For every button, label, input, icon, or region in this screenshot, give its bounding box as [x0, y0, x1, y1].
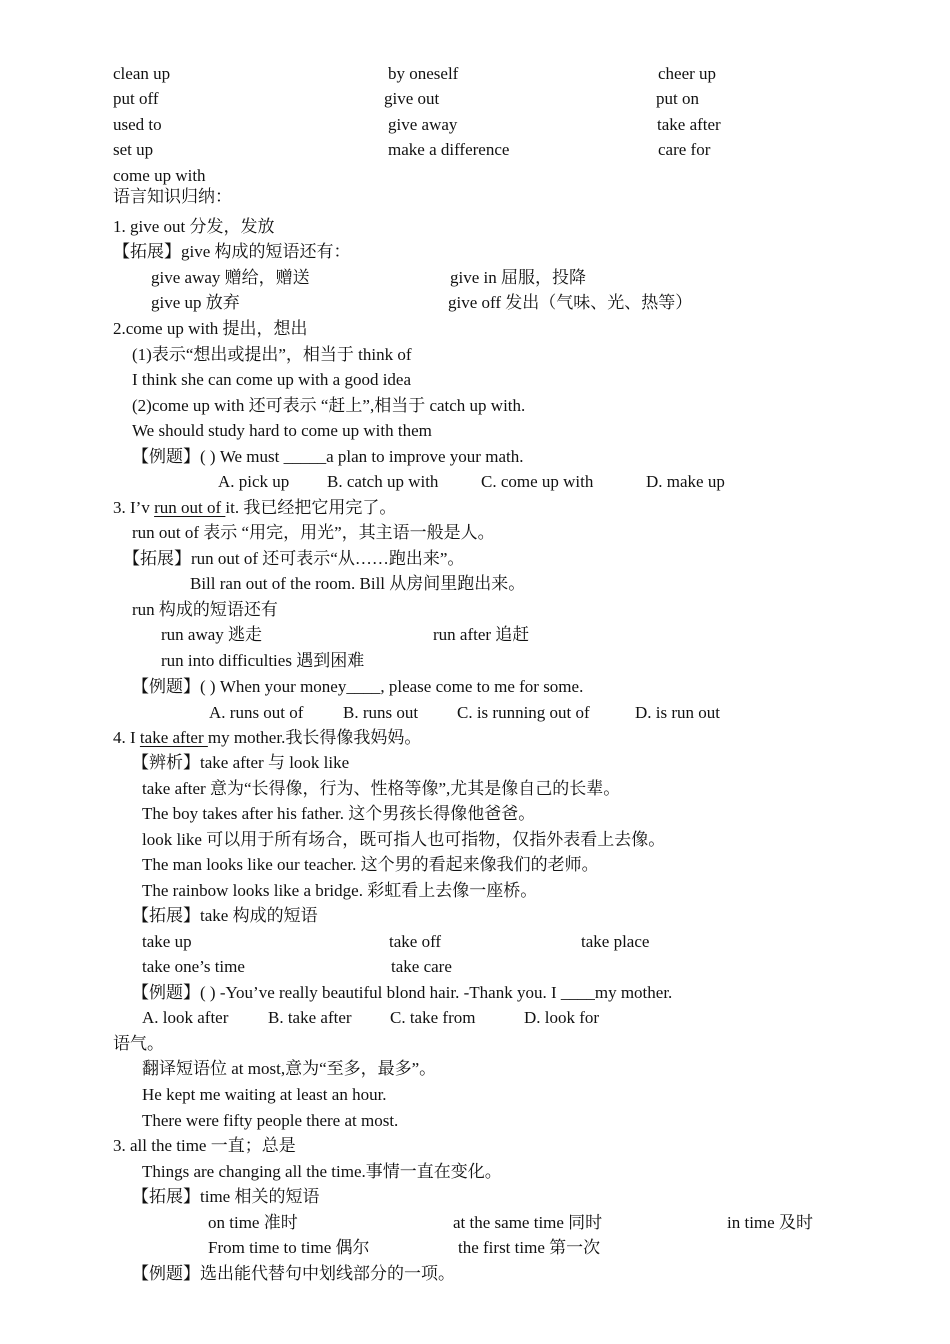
text-line: We should study hard to come up with them: [132, 421, 432, 440]
section-heading: 语言知识归纳：: [113, 187, 232, 206]
phrase-cell: cheer up: [658, 64, 717, 83]
option: B. catch up with: [327, 472, 439, 491]
option: B. take after: [268, 1008, 352, 1027]
text-line: (2)come up with 还可表示 “赶上”,相当于 catch up with.: [132, 396, 526, 415]
phrase-item: take place: [581, 932, 650, 951]
phrase-item: give off 发出（气味、光、热等）: [448, 293, 693, 312]
option: C. take from: [390, 1008, 476, 1027]
phrase-cell: set up: [113, 140, 154, 159]
phrase-item: take one’s time: [142, 957, 245, 976]
section-title: 3. all the time 一直；总是: [113, 1136, 296, 1155]
comparison-label: 【辨析】take after 与 look like: [132, 753, 350, 772]
phrase-item: give away 赠给，赠送: [151, 268, 310, 287]
phrase-cell: by oneself: [388, 64, 459, 83]
phrase-item: run into difficulties 遇到困难: [161, 651, 365, 670]
text-line: take after 意为“长得像，行为、性格等像”,尤其是像自己的长辈。: [142, 779, 621, 798]
extension-label: 【拓展】run out of 还可表示“从……跑出来”。: [123, 549, 465, 568]
option: D. look for: [524, 1008, 600, 1027]
option: D. is run out: [635, 703, 720, 722]
phrase-cell: put off: [113, 89, 159, 108]
option: C. come up with: [481, 472, 594, 491]
text-line: Things are changing all the time.事情一直在变化。: [142, 1162, 502, 1181]
phrase-item: the first time 第一次: [458, 1238, 601, 1257]
phrase-item: at the same time 同时: [453, 1213, 603, 1232]
phrase-item: From time to time 偶尔: [208, 1238, 370, 1257]
phrase-item: run away 逃走: [161, 625, 263, 644]
extension-label: 【拓展】time 相关的短语: [132, 1187, 320, 1206]
text-line: The boy takes after his father. 这个男孩长得像他爸爸。: [142, 804, 536, 823]
phrase-cell: take after: [657, 115, 721, 134]
option: A. look after: [142, 1008, 229, 1027]
phrase-cell: come up with: [113, 166, 206, 185]
phrase-cell: used to: [113, 115, 162, 134]
text-line: He kept me waiting at least an hour.: [142, 1085, 387, 1104]
underlined-phrase: run out of: [154, 498, 226, 517]
text-line: run 构成的短语还有: [132, 600, 278, 619]
extension-label: 【拓展】take 构成的短语: [132, 906, 318, 925]
phrase-item: take up: [142, 932, 192, 951]
text-line: 翻译短语位 at most,意为“至多，最多”。: [142, 1059, 437, 1078]
section-title: 2.come up with 提出，想出: [113, 319, 308, 338]
phrase-cell: give out: [384, 89, 440, 108]
phrase-cell: clean up: [113, 64, 171, 83]
phrase-cell: give away: [388, 115, 458, 134]
text-line: (1)表示“想出或提出”，相当于 think of: [132, 345, 412, 364]
phrase-cell: put on: [656, 89, 699, 108]
extension-label: 【拓展】give 构成的短语还有：: [113, 242, 351, 261]
option: A. runs out of: [209, 703, 304, 722]
example-question: 【例题】( ) We must _____a plan to improve your math.: [132, 447, 524, 466]
text-line: look like 可以用于所有场合，既可指人也可指物，仅指外表看上去像。: [142, 830, 666, 849]
phrase-item: give up 放弃: [151, 293, 240, 312]
text-line: The rainbow looks like a bridge. 彩虹看上去像一座桥。: [142, 881, 538, 900]
text-line: There were fifty people there at most.: [142, 1111, 399, 1130]
option: D. make up: [646, 472, 725, 491]
text-line: 语气。: [113, 1034, 164, 1053]
phrase-item: take care: [391, 957, 452, 976]
option: B. runs out: [343, 703, 419, 722]
example-question: 【例题】( ) When your money____, please come to me for some.: [132, 677, 584, 696]
phrase-cell: care for: [658, 140, 711, 159]
phrase-item: on time 准时: [208, 1213, 298, 1232]
phrase-item: run after 追赶: [433, 625, 530, 644]
example-question: 【例题】选出能代替句中划线部分的一项。: [132, 1264, 455, 1283]
text-line: run out of 表示 “用完，用光”，其主语一般是人。: [132, 523, 495, 542]
text-line: I think she can come up with a good idea: [132, 370, 412, 389]
option: A. pick up: [218, 472, 290, 491]
option: C. is running out of: [457, 703, 590, 722]
text-line: Bill ran out of the room. Bill 从房间里跑出来。: [190, 574, 526, 593]
phrase-item: take off: [389, 932, 442, 951]
section-title: 3. I’v run out of it. 我已经把它用完了。: [113, 498, 397, 517]
section-title: 1. give out 分发，发放: [113, 217, 275, 236]
phrase-item: give in 屈服，投降: [450, 268, 586, 287]
phrase-item: in time 及时: [727, 1213, 813, 1232]
underlined-phrase: take after: [139, 728, 208, 747]
section-title: 4. I take after my mother.我长得像我妈妈。: [113, 728, 422, 747]
phrase-cell: make a difference: [388, 140, 510, 159]
text-line: The man looks like our teacher. 这个男的看起来像我们的老师。: [142, 855, 599, 874]
example-question: 【例题】( ) -You’ve really beautiful blond hair. -Thank you. I ____my mother.: [132, 983, 673, 1002]
